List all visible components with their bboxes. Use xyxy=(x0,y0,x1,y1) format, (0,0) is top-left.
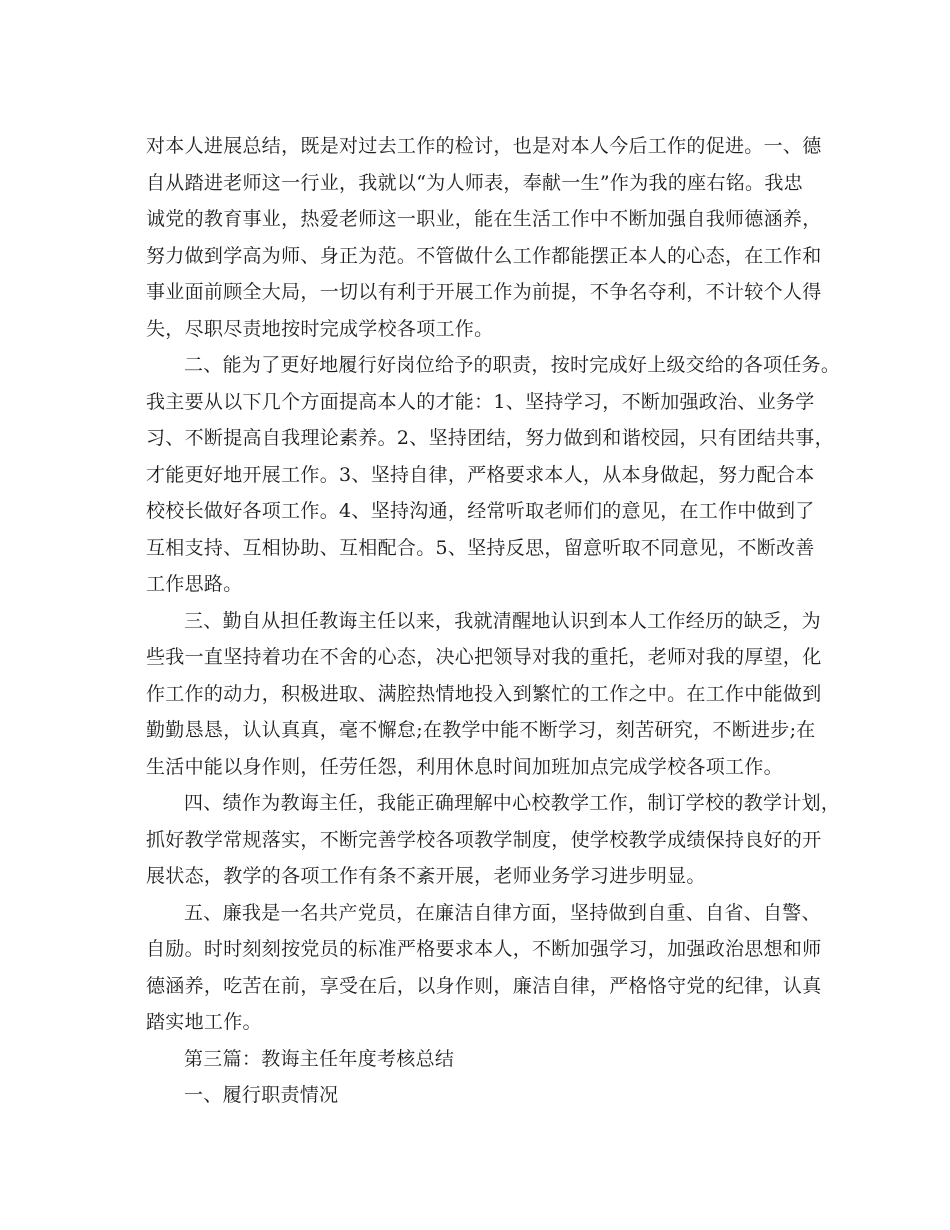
text-line: 展状态，教学的各项工作有条不紊开展，老师业务学习进步明显。 xyxy=(146,865,706,887)
text-line: 对本人进展总结，既是对过去工作的检讨，也是对本人今后工作的促进。一、德 xyxy=(146,135,822,157)
text-line: 互相支持、互相协助、互相配合。5、坚持反思，留意听取不同意见，不断改善 xyxy=(146,536,815,559)
text-line: 自励。时时刻刻按党员的标准严格要求本人，不断加强学习，加强政治思想和师 xyxy=(146,938,822,960)
text-line: 勤勤恳恳，认认真真，毫不懈怠;在教学中能不断学习，刻苦研究，不断进步;在 xyxy=(146,719,816,741)
text-line: 事业面前顾全大局，一切以有利于开展工作为前提，不争名夺利，不计较个人得 xyxy=(146,281,822,303)
text-line: 努力做到学高为师、身正为范。不管做什么工作都能摆正本人的心态，在工作和 xyxy=(146,244,822,267)
text-line: 些我一直坚持着功在不舍的心态，决心把领导对我的重托，老师对我的厚望，化 xyxy=(146,646,822,668)
text-line: 一、履行职责情况 xyxy=(184,1084,339,1106)
text-line: 二、能为了更好地履行好岗位给予的职责，按时完成好上级交给的各项任务。 xyxy=(184,354,841,376)
text-line: 诚党的教育事业，热爱老师这一职业，能在生活工作中不断加强自我师德涵养， xyxy=(146,208,822,230)
text-line: 才能更好地开展工作。3、坚持自律，严格要求本人，从本身做起，努力配合本 xyxy=(146,463,815,486)
text-line: 失，尽职尽责地按时完成学校各项工作。 xyxy=(146,317,494,340)
text-line: 踏实地工作。 xyxy=(146,1011,262,1033)
text-line: 三、勤自从担任教诲主任以来，我就清醒地认识到本人工作经历的缺乏，为 xyxy=(184,609,821,632)
text-line: 我主要从以下几个方面提高本人的才能：1、坚持学习，不断加强政治、业务学 xyxy=(146,390,815,413)
text-line: 生活中能以身作则，任劳任怨，利用休息时间加班加点完成学校各项工作。 xyxy=(146,755,783,778)
text-line: 自从踏进老师这一行业，我就以“为人师表，奉献一生”作为我的座右铭。我忠 xyxy=(146,171,803,194)
text-line: 四、绩作为教诲主任，我能正确理解中心校教学工作，制订学校的教学计划， xyxy=(184,792,841,814)
text-line: 抓好教学常规落实，不断完善学校各项教学制度，使学校教学成绩保持良好的开 xyxy=(146,828,822,851)
text-line: 习、不断提高自我理论素养。2、坚持团结，努力做到和谐校园，只有团结共事， xyxy=(146,427,834,449)
text-line: 德涵养，吃苦在前，享受在后，以身作则，廉洁自律，严格恪守党的纪律，认真 xyxy=(146,974,822,997)
text-line: 五、廉我是一名共产党员，在廉洁自律方面，坚持做到自重、自省、自警、 xyxy=(184,901,821,924)
text-line: 校校长做好各项工作。4、坚持沟通，经常听取老师们的意见，在工作中做到了 xyxy=(146,500,815,522)
text-line: 工作思路。 xyxy=(146,573,243,595)
text-line: 作工作的动力，积极进取、满腔热情地投入到繁忙的工作之中。在工作中能做到 xyxy=(146,682,822,705)
text-line: 第三篇：教诲主任年度考核总结 xyxy=(184,1047,455,1070)
document-body xyxy=(146,128,841,1114)
